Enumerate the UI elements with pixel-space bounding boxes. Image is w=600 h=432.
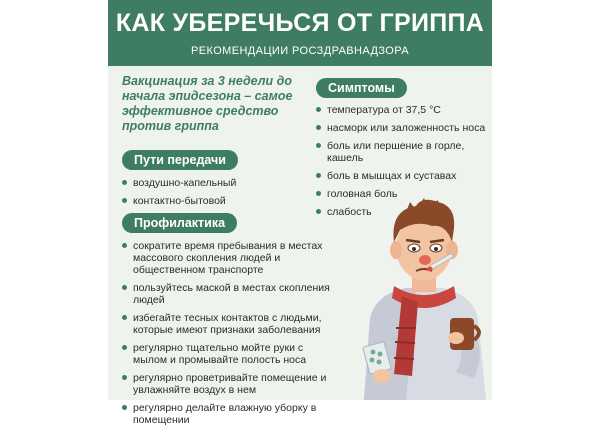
list-item-text: регулярно тщательно мойте руки с мылом и промывайте полость носа [133,342,307,366]
list-item-text: боль или першение в горле, кашель [327,140,465,164]
symptoms-heading: Симптомы [316,78,407,98]
bullet-icon [316,209,321,214]
sick-man-illustration [346,168,492,400]
list-item [316,140,488,164]
list-item-text: регулярно делайте влажную уборку в помещении [133,402,317,426]
bullet-icon [122,345,127,350]
list-item-text: воздушно-капельный [133,177,237,189]
header-banner [108,0,492,66]
page-title: КАК УБЕРЕЧЬСЯ ОТ ГРИППА [115,9,485,37]
transmission-list [122,177,312,213]
prevention-list [122,240,334,432]
list-item-text: слабость [327,206,372,218]
bullet-icon [122,405,127,410]
list-item [122,342,334,366]
bullet-icon [122,180,127,185]
list-item [122,282,334,306]
list-item [122,195,312,207]
list-item-text: боль в мышцах и суставах [327,170,457,182]
list-item [122,177,312,189]
prevention-heading: Профилактика [122,213,237,233]
poster [108,0,492,426]
vaccination-note: Вакцинация за 3 недели до начала эпидсезона – самое эффективное средство против гриппа [122,74,293,133]
list-item [316,104,488,116]
bullet-icon [122,375,127,380]
list-item [122,402,334,426]
bullet-icon [122,198,127,203]
list-item-text: насморк или заложенность носа [327,122,486,134]
page-subtitle: РЕКОМЕНДАЦИИ РОСЗДРАВНАДЗОРА [191,45,409,57]
bullet-icon [122,243,127,248]
bullet-icon [122,315,127,320]
list-item [122,312,334,336]
bullet-icon [316,125,321,130]
list-item-text: пользуйтесь маской в местах скопления людей [133,282,330,306]
bullet-icon [316,191,321,196]
bullet-icon [316,173,321,178]
bullet-icon [122,285,127,290]
list-item-text: температура от 37,5 °С [327,104,441,116]
list-item-text: избегайте тесных контактов с людьми, которые имеют признаки заболевания [133,312,322,336]
list-item [122,240,334,276]
list-item [316,122,488,134]
bullet-icon [316,143,321,148]
list-item [122,372,334,396]
bullet-icon [316,107,321,112]
list-item-text: сократите время пребывания в местах массового скопления людей и общественном транспорте [133,240,323,276]
list-item-text: контактно-бытовой [133,195,226,207]
list-item-text: головная боль [327,188,398,200]
transmission-heading: Пути передачи [122,150,238,170]
list-item-text: регулярно проветривайте помещение и увлажняйте воздух в нем [133,372,327,396]
